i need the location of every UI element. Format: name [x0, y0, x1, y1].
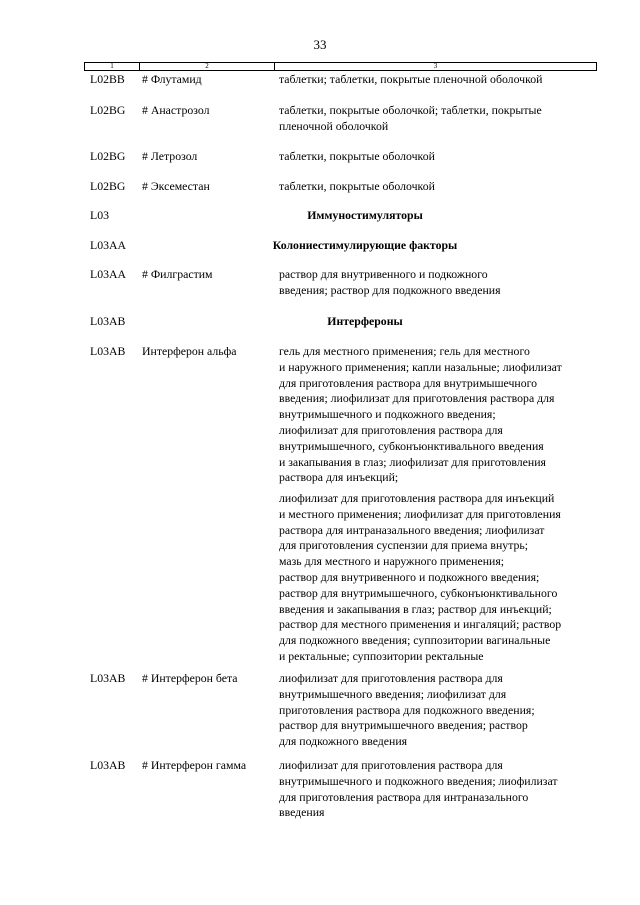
drug-name: # Эксеместан [142, 179, 210, 193]
column-header-3: 3 [275, 63, 597, 71]
drug-name: Интерферон альфа [142, 344, 237, 358]
dosage-forms [279, 179, 599, 195]
drug-name: # Флутамид [142, 72, 202, 86]
dosage-form-line: для подкожного введения; суппозитории вагинальные [279, 633, 551, 648]
atc-code: L03AB [90, 344, 126, 358]
section-title: Иммуностимуляторы [307, 208, 423, 222]
atc-code: L02BB [90, 72, 125, 86]
section-title: Колониестимулирующие факторы [272, 238, 458, 252]
dosage-form-line: раствора для интраназального введения; лиофилизат [279, 522, 545, 537]
dosage-form-line: таблетки; таблетки, покрытые пленочной оболочкой [279, 72, 543, 86]
atc-code: L03AB [90, 758, 126, 772]
dosage-form-line: приготовления раствора для подкожного введения; [279, 702, 535, 717]
dosage-forms [279, 267, 599, 299]
dosage-form-line: и наружного применения; капли назальные; лиофилизат [279, 359, 562, 374]
atc-code: L03AB [90, 314, 126, 328]
dosage-forms [279, 344, 599, 486]
dosage-form-line: таблетки, покрытые оболочкой; таблетки, покрытые [279, 103, 542, 117]
dosage-form-line: пленочной оболочкой [279, 118, 389, 133]
dosage-form-line: внутримышечного и подкожного введения; [279, 407, 496, 422]
dosage-form-line: мазь для местного и наружного применения; [279, 554, 505, 569]
atc-code: L03 [90, 208, 110, 222]
dosage-form-line: лиофилизат для приготовления раствора для [279, 758, 503, 772]
column-header-1: 1 [85, 63, 140, 71]
dosage-form-line: раствор для внутримышечного, субконъюнктивального [279, 585, 558, 600]
atc-code: L02BG [90, 179, 126, 193]
dosage-forms [279, 103, 599, 135]
dosage-forms [279, 149, 599, 165]
atc-code: L03AB [90, 671, 126, 685]
dosage-form-line: для приготовления раствора для внутримышечного [279, 375, 538, 390]
drug-name: # Интерферон бета [142, 671, 238, 685]
dosage-form-line: и местного применения; лиофилизат для приготовления [279, 506, 561, 521]
column-header-table [84, 62, 597, 71]
dosage-form-line: лиофилизат для приготовления раствора для [279, 422, 503, 437]
dosage-form-line: раствор для внутримышечного введения; раствор [279, 718, 528, 733]
dosage-form-line: раствор для местного применения и ингаляций; раствор [279, 617, 562, 632]
drug-name: # Интерферон гамма [142, 758, 247, 772]
dosage-forms [279, 72, 599, 88]
dosage-form-line: лиофилизат для приготовления раствора для инъекций [279, 491, 555, 505]
dosage-form-line: лиофилизат для приготовления раствора для [279, 671, 503, 685]
dosage-form-line: введения [279, 805, 325, 820]
dosage-form-line: таблетки, покрытые оболочкой [279, 149, 435, 163]
dosage-form-line: таблетки, покрытые оболочкой [279, 179, 435, 193]
dosage-form-line: раствор для внутривенного и подкожного введения; [279, 569, 540, 584]
dosage-form-line: для приготовления суспензии для приема внутрь; [279, 538, 529, 553]
dosage-forms [279, 758, 599, 821]
atc-code: L02BG [90, 103, 126, 117]
dosage-form-line: для приготовления раствора для интраназального [279, 789, 529, 804]
dosage-form-line: введения; раствор для подкожного введения [279, 282, 501, 297]
dosage-form-line: внутримышечного введения; лиофилизат для [279, 686, 507, 701]
dosage-form-line: внутримышечного и подкожного введения; лиофилизат [279, 773, 558, 788]
drug-name: # Летрозол [142, 149, 198, 163]
dosage-forms [279, 671, 599, 750]
section-title: Интерфероны [327, 314, 403, 328]
column-header-2: 2 [140, 63, 275, 71]
dosage-form-line: раствор для внутривенного и подкожного [279, 267, 488, 281]
drug-name: # Анастрозол [142, 103, 210, 117]
dosage-forms [279, 491, 599, 665]
dosage-form-line: введения и закапывания в глаз; раствор для инъекций; [279, 601, 552, 616]
dosage-form-line: раствора для инъекций; [279, 470, 399, 485]
atc-code: L03AA [90, 238, 127, 252]
page-number: 33 [313, 37, 327, 52]
atc-code: L02BG [90, 149, 126, 163]
dosage-form-line: и ректальные; суппозитории ректальные [279, 648, 484, 663]
drug-name: # Филграстим [142, 267, 213, 281]
atc-code: L03AA [90, 267, 127, 281]
dosage-form-line: внутримышечного, субконъюнктивального введения [279, 438, 544, 453]
dosage-form-line: и закапывания в глаз; лиофилизат для приготовления [279, 454, 546, 469]
dosage-form-line: введения; лиофилизат для приготовления раствора для [279, 391, 555, 406]
dosage-form-line: для подкожного введения [279, 734, 408, 749]
dosage-form-line: гель для местного применения; гель для местного [279, 344, 530, 358]
